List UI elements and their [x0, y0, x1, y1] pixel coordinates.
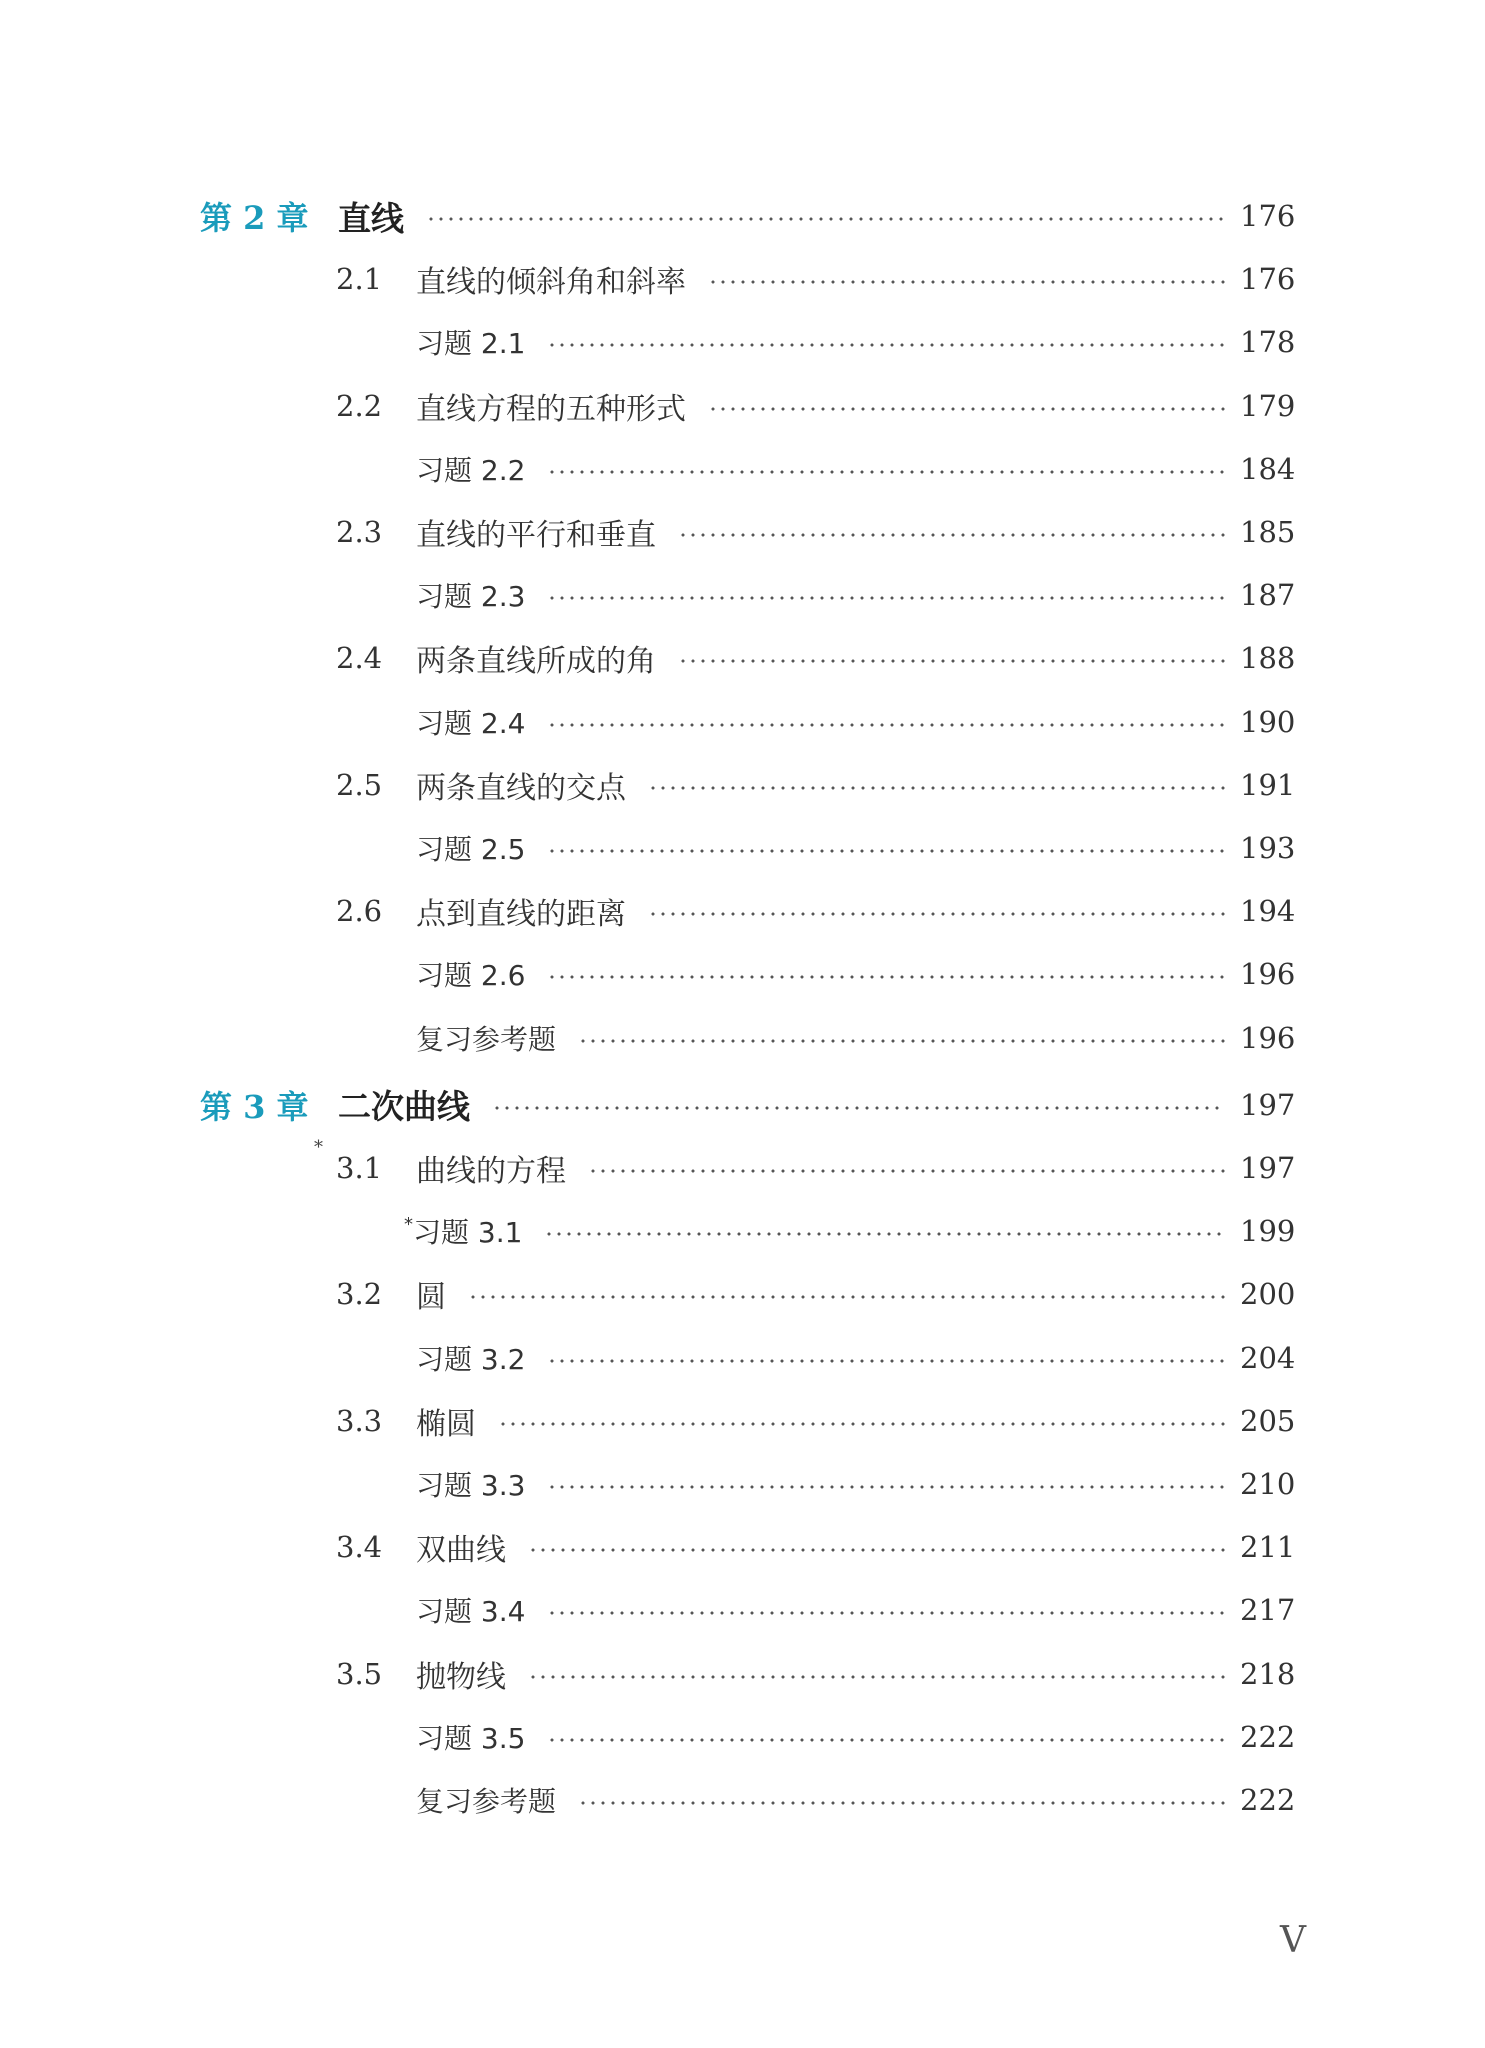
leader-dots [648, 912, 1225, 916]
toc-entry-section[interactable] [0, 256, 1485, 302]
section-title: 曲线的方程 [416, 1154, 566, 1189]
toc-entry-exercise[interactable] [0, 1714, 1485, 1760]
page-number: 222 [1240, 1783, 1296, 1817]
leader-dots [578, 1801, 1225, 1805]
leader-dots [648, 786, 1225, 790]
toc-entry-exercise[interactable] [0, 1208, 1485, 1254]
leader-dots [547, 470, 1225, 474]
section-number: 3.3 [336, 1403, 383, 1438]
exercise-title: 习题 3.2 [416, 1342, 526, 1376]
chapter-number: 第 3 章 [200, 1087, 309, 1126]
exercise-title: 习题 3.3 [416, 1469, 526, 1502]
page-number: 187 [1240, 578, 1296, 613]
toc-entry-chapter[interactable] [0, 1082, 1485, 1128]
leader-dots [547, 1359, 1225, 1363]
page-number: 204 [1240, 1340, 1296, 1375]
toc-entry-section[interactable] [0, 635, 1485, 681]
section-title: 两条直线的交点 [416, 770, 626, 806]
section-title: 点到直线的距离 [416, 897, 626, 933]
leader-dots [547, 343, 1225, 347]
page-number: 196 [1240, 957, 1296, 992]
leader-dots [547, 596, 1225, 600]
chapter-number: 第 2 章 [200, 199, 309, 237]
section-number: 2.4 [336, 641, 383, 676]
page-number: 194 [1240, 894, 1296, 929]
toc-entry-exercise[interactable] [0, 825, 1485, 871]
exercise-title [404, 1211, 523, 1251]
page-number: 210 [1240, 1467, 1296, 1501]
section-title: 两条直线所成的角 [416, 644, 656, 680]
exercise-title-text: 习题 3.1 [413, 1216, 523, 1250]
exercise-title: 习题 2.5 [416, 833, 526, 866]
toc-entry-section[interactable] [0, 1271, 1485, 1317]
toc-entry-exercise[interactable] [0, 1015, 1485, 1061]
leader-dots [678, 659, 1225, 663]
toc-entry-section[interactable] [0, 383, 1485, 429]
toc-entry-section[interactable] [0, 888, 1485, 934]
toc-entry-exercise[interactable] [0, 1461, 1485, 1507]
exercise-title: 复习参考题 [416, 1022, 557, 1056]
toc-entry-section[interactable] [0, 509, 1485, 555]
page-number: 200 [1240, 1277, 1296, 1312]
section-title: 圆 [416, 1280, 446, 1316]
section-number: 2.3 [336, 515, 383, 549]
exercise-title: 习题 2.3 [416, 580, 526, 614]
page-number: 179 [1240, 388, 1296, 423]
exercise-title: 习题 2.6 [416, 959, 526, 993]
toc-entry-exercise[interactable] [0, 446, 1485, 492]
page-number: 184 [1240, 451, 1296, 486]
optional-marker: * [404, 1214, 413, 1236]
page-folio: V [1280, 1920, 1306, 1961]
section-title: 直线的平行和垂直 [416, 518, 656, 553]
page-number: 199 [1240, 1214, 1296, 1249]
leader-dots [547, 1738, 1225, 1742]
exercise-title: 复习参考题 [416, 1785, 557, 1818]
exercise-title: 习题 3.5 [416, 1721, 526, 1755]
section-title: 双曲线 [416, 1533, 506, 1569]
leader-dots [708, 280, 1225, 284]
leader-dots [547, 1485, 1225, 1489]
exercise-title: 习题 2.4 [416, 706, 526, 740]
toc-entry-exercise[interactable] [0, 1335, 1485, 1381]
toc-entry-section[interactable] [0, 762, 1485, 808]
page-number: 176 [1240, 262, 1296, 297]
page-number: 197 [1240, 1087, 1296, 1122]
leader-dots [528, 1675, 1225, 1679]
page-number: 197 [1240, 1151, 1296, 1185]
toc-entry-section[interactable] [0, 1137, 1485, 1191]
leader-dots [708, 407, 1225, 411]
page-number: 188 [1240, 641, 1296, 676]
chapter-title: 直线 [338, 198, 404, 238]
leader-dots [528, 1548, 1225, 1552]
page-number: 222 [1240, 1719, 1296, 1754]
exercise-title: 习题 2.1 [416, 327, 526, 361]
section-number: 2.6 [336, 894, 383, 929]
page-number: 211 [1240, 1530, 1296, 1565]
leader-dots [678, 533, 1225, 537]
page-number: 196 [1240, 1020, 1296, 1055]
page-number: 176 [1240, 199, 1296, 233]
toc-entry-section[interactable] [0, 1398, 1485, 1444]
chapter-title: 二次曲线 [338, 1087, 470, 1127]
section-number: 3.5 [336, 1656, 383, 1691]
toc-entry-exercise[interactable] [0, 1587, 1485, 1633]
page-number: 178 [1240, 325, 1296, 360]
section-number: 2.5 [336, 767, 383, 802]
section-title: 抛物线 [416, 1659, 506, 1695]
exercise-title: 习题 3.4 [416, 1595, 526, 1629]
section-title: 椭圆 [416, 1406, 476, 1442]
leader-dots [468, 1295, 1225, 1299]
leader-dots [547, 849, 1225, 853]
leader-dots [426, 217, 1225, 221]
toc-entry-exercise[interactable] [0, 951, 1485, 997]
section-number: 3.2 [336, 1277, 383, 1312]
toc-entry-section[interactable] [0, 1524, 1485, 1570]
page-number: 217 [1240, 1593, 1296, 1628]
leader-dots [547, 975, 1225, 979]
page-number: 193 [1240, 831, 1296, 865]
toc-entry-exercise[interactable] [0, 699, 1485, 745]
leader-dots [578, 1039, 1225, 1043]
leader-dots [547, 1611, 1225, 1615]
section-number: 3.4 [336, 1530, 383, 1565]
section-number: 3.1 [336, 1151, 383, 1185]
optional-marker: * [314, 1137, 323, 1158]
page-number: 191 [1240, 767, 1296, 802]
leader-dots [547, 723, 1225, 727]
page-number: 190 [1240, 704, 1296, 739]
leader-dots [498, 1422, 1225, 1426]
page-number: 185 [1240, 515, 1296, 549]
leader-dots [588, 1169, 1225, 1173]
exercise-title: 习题 2.2 [416, 453, 526, 487]
leader-dots [492, 1106, 1225, 1110]
toc-entry-exercise[interactable] [0, 572, 1485, 618]
toc-entry-exercise[interactable] [0, 319, 1485, 365]
section-title: 直线的倾斜角和斜率 [416, 265, 686, 301]
section-number: 2.2 [336, 388, 383, 423]
section-title: 直线方程的五种形式 [416, 391, 686, 427]
leader-dots [544, 1232, 1225, 1236]
section-number: 2.1 [336, 262, 383, 297]
page-number: 205 [1240, 1403, 1296, 1438]
page-number: 218 [1240, 1656, 1296, 1691]
toc-entry-exercise[interactable] [0, 1777, 1485, 1823]
toc-entry-chapter[interactable] [0, 193, 1485, 239]
toc-entry-section[interactable] [0, 1651, 1485, 1697]
